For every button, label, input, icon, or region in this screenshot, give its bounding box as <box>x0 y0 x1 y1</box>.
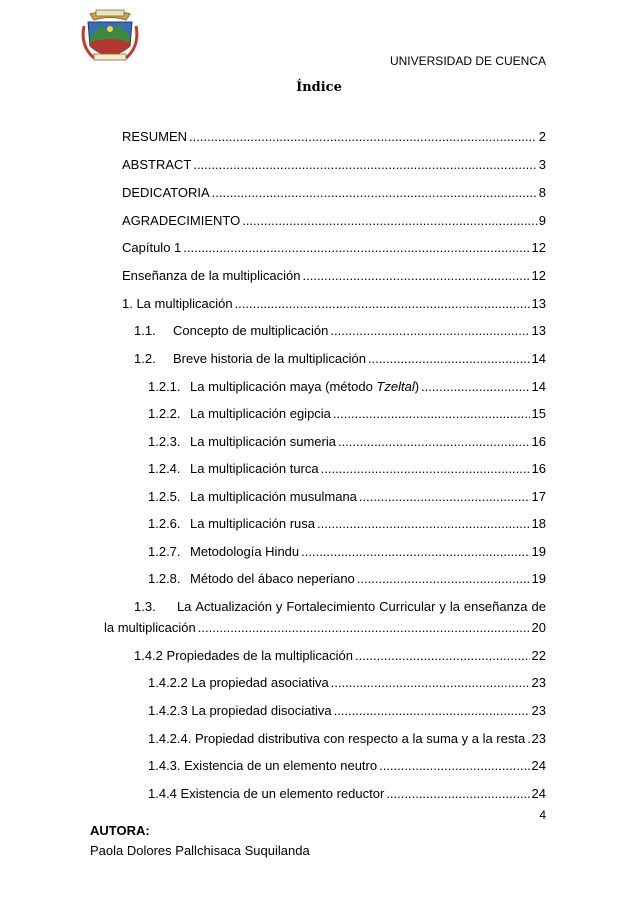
toc-page: 16 <box>531 434 546 449</box>
dot-leader <box>359 489 530 505</box>
dot-leader <box>386 786 529 802</box>
toc-label: DEDICATORIA <box>122 185 210 200</box>
toc-number: 1.2.7. <box>148 544 181 559</box>
toc-page: 24 <box>531 758 546 773</box>
toc-label: la multiplicación <box>104 620 196 635</box>
toc-entry-1-3-cont[interactable] <box>104 620 546 636</box>
toc-page: 16 <box>531 461 546 476</box>
toc-label: AGRADECIMIENTO <box>122 213 241 228</box>
toc-page: 12 <box>531 268 546 283</box>
toc-label: 1.4.4 Existencia de un elemento reductor <box>148 786 385 801</box>
toc-word: Actualización <box>195 599 272 614</box>
toc-entry-1-4-3[interactable] <box>148 758 546 774</box>
dot-leader <box>333 406 530 422</box>
toc-word: y <box>275 599 283 614</box>
toc-entry-1-2-3[interactable] <box>148 434 546 450</box>
toc-page: 15 <box>531 406 546 421</box>
toc-page: 8 <box>538 185 546 200</box>
toc-number: 1.2.5. <box>148 489 181 504</box>
dot-leader <box>357 571 530 587</box>
dot-leader <box>421 379 529 395</box>
toc-entry-agradecimiento[interactable] <box>122 213 546 229</box>
dot-leader <box>334 703 530 719</box>
toc-page: 13 <box>531 296 546 311</box>
dot-leader <box>303 268 530 284</box>
toc-entry-1-4-2[interactable] <box>134 648 546 664</box>
toc-number: 1.2. <box>134 351 156 366</box>
toc-number: 1.2.6. <box>148 516 181 531</box>
dot-leader <box>321 461 530 477</box>
toc-page: 22 <box>531 648 546 663</box>
author-name: Paola Dolores Pallchisaca Suquilanda <box>90 843 310 858</box>
toc-label: La multiplicación maya (método Tzeltal) <box>190 379 420 394</box>
toc-label: Concepto de multiplicación <box>173 323 329 338</box>
page-number: 4 <box>539 808 546 822</box>
toc-label: 1.4.2.4. Propiedad distributiva con respecto a la suma y a la resta <box>148 731 526 746</box>
toc-label: La multiplicación rusa <box>190 516 316 531</box>
toc-entry-1-2-2[interactable] <box>148 406 546 422</box>
toc-page: 18 <box>531 516 546 531</box>
dot-leader <box>368 351 530 367</box>
toc-page: 14 <box>531 379 546 394</box>
toc-entry-1-4-2-3[interactable] <box>148 703 546 719</box>
toc-label: Breve historia de la multiplicación <box>173 351 366 366</box>
toc-number: 1.2.4. <box>148 461 181 476</box>
toc-label: 1.4.2.3 La propiedad disociativa <box>148 703 332 718</box>
toc-label: Capítulo 1 <box>122 240 182 255</box>
toc-number: 1.2.2. <box>148 406 181 421</box>
dot-leader <box>330 323 529 339</box>
dot-leader <box>331 675 530 691</box>
toc-page: 13 <box>531 323 546 338</box>
toc-page: 24 <box>531 786 546 801</box>
dot-leader <box>183 240 529 256</box>
dot-leader <box>379 758 529 774</box>
toc-page: 2 <box>538 129 546 144</box>
toc-word: Fortalecimiento <box>286 599 376 614</box>
toc-entry-1-2-7[interactable] <box>148 544 546 560</box>
toc-label: Método del ábaco neperiano <box>190 571 355 586</box>
toc-entry-1-4-4[interactable] <box>148 786 546 802</box>
toc-page: 12 <box>531 240 546 255</box>
toc-label: La multiplicación sumeria <box>190 434 336 449</box>
toc-page: 14 <box>531 351 546 366</box>
dot-leader <box>198 620 530 636</box>
toc-page: 17 <box>531 489 546 504</box>
toc-entry-1-2-6[interactable] <box>148 516 546 532</box>
toc-entry-ensenanza[interactable] <box>122 268 546 284</box>
dot-leader <box>317 516 530 532</box>
dot-leader <box>242 213 537 229</box>
toc-entry-1-2-8[interactable] <box>148 571 546 587</box>
toc-page: 20 <box>531 620 546 635</box>
toc-entry-1-2[interactable] <box>134 351 546 367</box>
toc-entry-1-4-2-2[interactable] <box>148 675 546 691</box>
author-label: AUTORA: <box>90 823 150 838</box>
dot-leader <box>527 731 529 747</box>
toc-entry-1-2-4[interactable] <box>148 461 546 477</box>
toc-label: 1.4.3. Existencia de un elemento neutro <box>148 758 378 773</box>
toc-page: 9 <box>538 213 546 228</box>
toc-entry-dedicatoria[interactable] <box>122 185 546 201</box>
toc-entry-1[interactable] <box>122 296 546 312</box>
toc-word: y <box>439 599 446 614</box>
toc-label: La multiplicación turca <box>190 461 319 476</box>
university-crest-icon <box>80 6 140 68</box>
toc-entry-1-2-1[interactable] <box>148 379 546 395</box>
toc-word: la <box>449 599 460 614</box>
dot-leader <box>212 185 537 201</box>
toc-label: ABSTRACT <box>122 157 192 172</box>
dot-leader <box>338 434 530 450</box>
toc-label: RESUMEN <box>122 129 188 144</box>
toc-entry-abstract[interactable] <box>122 157 546 173</box>
toc-entry-resumen[interactable] <box>122 129 546 145</box>
toc-number: 1.3. <box>134 599 156 614</box>
toc-word: de <box>531 599 546 614</box>
dot-leader <box>235 296 530 312</box>
toc-page: 23 <box>531 703 546 718</box>
toc-entry-1-1[interactable] <box>134 323 546 339</box>
toc-number: 1.2.1. <box>148 379 181 394</box>
toc-label: Metodología Hindu <box>190 544 300 559</box>
toc-label: Enseñanza de la multiplicación <box>122 268 301 283</box>
dot-leader <box>355 648 530 664</box>
university-header: UNIVERSIDAD DE CUENCA <box>389 54 546 68</box>
toc-label: 1. La multiplicación <box>122 296 233 311</box>
toc-number: 1.2.8. <box>148 571 181 586</box>
toc-label: La multiplicación egipcia <box>190 406 331 421</box>
dot-leader <box>301 544 529 560</box>
page-title: Índice <box>296 80 342 95</box>
toc-page: 19 <box>531 571 546 586</box>
toc-entry-1-3[interactable] <box>134 599 546 615</box>
toc-label: La multiplicación musulmana <box>190 489 357 504</box>
toc-entry-1-2-5[interactable] <box>148 489 546 505</box>
toc-entry-capitulo-1[interactable] <box>122 240 546 256</box>
dot-leader <box>189 129 537 145</box>
toc-word: Curricular <box>379 599 436 614</box>
toc-label: 1.4.2.2 La propiedad asociativa <box>148 675 329 690</box>
toc-page: 19 <box>531 544 546 559</box>
toc-page: 23 <box>531 731 546 746</box>
toc-label: 1.4.2 Propiedades de la multiplicación <box>134 648 353 663</box>
toc-entry-1-4-2-4[interactable] <box>148 731 546 747</box>
toc-word: La <box>176 599 192 614</box>
dot-leader <box>193 157 536 173</box>
toc-page: 3 <box>538 157 546 172</box>
toc-number: 1.2.3. <box>148 434 181 449</box>
toc-word: enseñanza <box>463 599 528 614</box>
toc-page: 23 <box>531 675 546 690</box>
toc-number: 1.1. <box>134 323 156 338</box>
